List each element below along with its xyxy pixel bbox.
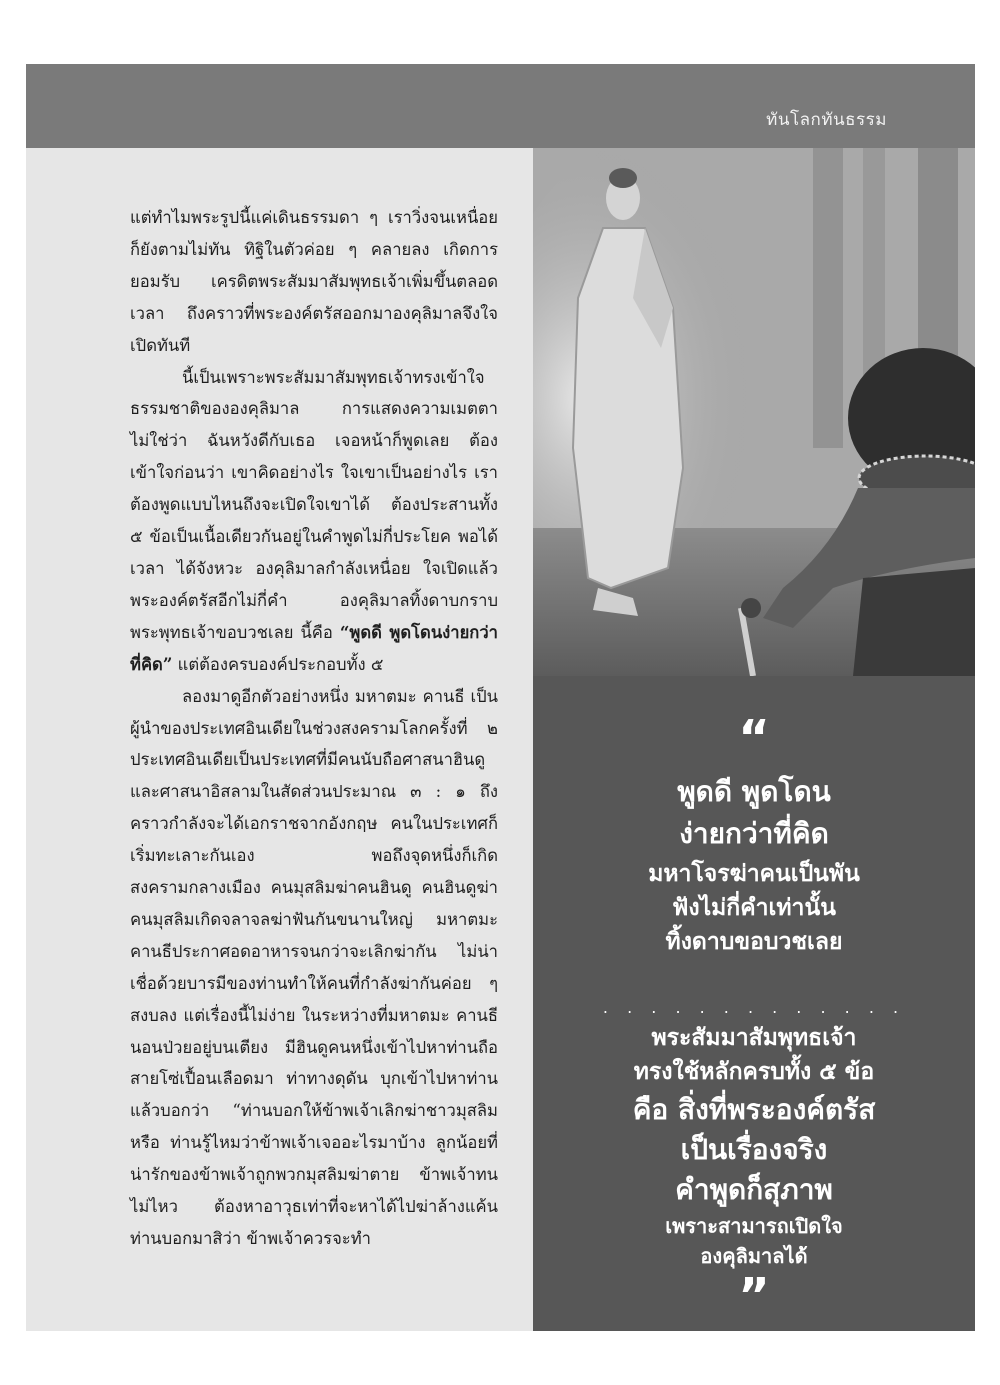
pull-quote-panel — [533, 676, 975, 1331]
paragraph-2 — [130, 362, 498, 681]
quote-line-10: คำพูดก็สุภาพ — [675, 1173, 833, 1206]
quote-line-2: ง่ายกว่าที่คิด — [679, 817, 829, 850]
quote-line-8a: คือ — [632, 1093, 678, 1126]
page-background — [26, 64, 975, 1331]
article-body — [130, 202, 498, 1255]
close-quote-mark: ” — [738, 1268, 770, 1324]
buddha-angulimala-illustration — [533, 148, 975, 676]
quote-line-8b: สิ่งที่พระองค์ตรัส — [678, 1093, 876, 1126]
paragraph-1: แต่ทำไมพระรูปนี้แค่เดินธรรมดา ๆ เราวิ่งจนเหนื่อยก็ยังตามไม่ทัน ทิฐิในตัวค่อย ๆ คลายลง เกิดการยอมรับ เครดิตพระสัมมาสัมพุทธเจ้าเพิ่มขึ้นตลอดเวลา ถึงคราวที่พระองค์ตรัสออกมาองคุลิมาลจึงใจเปิดทันที — [130, 208, 498, 355]
quote-line-9: เป็นเรื่องจริง — [680, 1133, 828, 1166]
quote-line-7: ทรงใช้หลักครบทั้ง ๕ ข้อ — [633, 1059, 875, 1085]
illustration-svg — [533, 148, 975, 676]
quote-line-11: เพราะสามารถเปิดใจ — [665, 1214, 843, 1238]
quote-line-8 — [533, 1088, 975, 1132]
paragraph-2-text: นี้เป็นเพราะพระสัมมาสัมพุทธเจ้าทรงเข้าใจธรรมชาติขององคุลิมาล การแสดงความเมตตาไม่ใช่ว่า ฉันหวังดีกับเธอ เจอหน้าก็พูดเลย ต้องเข้าใจก่อนว่า เขาคิดอย่างไร ใจเขาเป็นอย่างไร เราต้องพูดแบบไหนถึงจะเปิดใจเขาได้ ต้องประสานทั้ง ๕ ข้อเป็นเนื้อเดียวกันอยู่ในคำพูดไม่กี่ประโยค พอได้เวลา ได้จังหวะ องคุลิมาลกำลังเหนื่อย ใจเปิดแล้ว พระองค์ตรัสอีกไม่กี่คำ องคุลิมาลทิ้งดาบกราบพระพุทธเจ้าขอบวชเลย นี้คือ — [130, 367, 498, 642]
quote-line-12: องคุลิมาลได้ — [700, 1244, 808, 1268]
quote-line-1: พูดดี พูดโดน — [677, 775, 831, 808]
quote-line-6: พระสัมมาสัมพุทธเจ้า — [651, 1025, 857, 1051]
quote-line-3: มหาโจรฆ่าคนเป็นพัน — [648, 861, 860, 887]
dot-separator: . . . . . . . . . . . . . — [602, 998, 906, 1017]
open-quote-mark: “ — [738, 710, 770, 766]
quote-line-4: ฟังไม่กี่คำเท่านั้น — [672, 895, 836, 921]
header-bar — [26, 64, 975, 148]
section-title: ทันโลกทันธรรม — [766, 110, 887, 130]
paragraph-3: ลองมาดูอีกตัวอย่างหนึ่ง มหาตมะ คานธี เป็นผู้นำของประเทศอินเดียในช่วงสงครามโลกครั้งที่ ๒ ประเทศอินเดียเป็นประเทศที่มีคนนับถือศาสนาฮินดูและศาสนาอิสลามในสัดส่วนประมาณ ๓ : ๑ ถึงคราวกำลังจะได้เอกราชจากอังกฤษ คนในประเทศก็เริ่มทะเลาะกันเอง พอถึงจุดหนึ่งก็เกิดสงครามกลางเมือง คนมุสลิมฆ่าคนฮินดู คนฮินดูฆ่าคนมุสลิมเกิดจลาจลฆ่าฟันกันขนานใหญ่ มหาตมะ คานธีประกาศอดอาหารจนกว่าจะเลิกฆ่ากัน ไม่น่าเชื่อด้วยบารมีของท่านทำให้คนที่กำลังฆ่ากันค่อย ๆ สงบลง แต่เรื่องนี้ไม่ง่าย ในระหว่างที่มหาตมะ คานธีนอนป่วยอยู่บนเตียง มีฮินดูคนหนึ่งเข้าไปหาท่านถือสายโซ่เปื้อนเลือดมา ท่าทางดุดัน บุกเข้าไปหาท่านแล้วบอกว่า “ท่านบอกให้ข้าพเจ้าเลิกฆ่าชาวมุสลิมหรือ ท่านรู้ไหมว่าข้าพเจ้าเจออะไรมาบ้าง ลูกน้อยที่น่ารักของข้าพเจ้าถูกพวกมุสลิมฆ่าตาย ข้าพเจ้าทนไม่ไหว ต้องหาอาวุธเท่าที่จะหาได้ไปฆ่าล้างแค้น ท่านบอกมาสิว่า ข้าพเจ้าควรจะทำ — [130, 686, 498, 1248]
paragraph-2-bold: “พูดดี พูดโดนง่ายกว่าที่คิด” — [130, 621, 498, 674]
paragraph-2-tail: แต่ต้องครบองค์ประกอบทั้ง ๕ — [172, 654, 384, 674]
quote-line-5: ทิ้งดาบขอบวชเลย — [665, 929, 843, 955]
